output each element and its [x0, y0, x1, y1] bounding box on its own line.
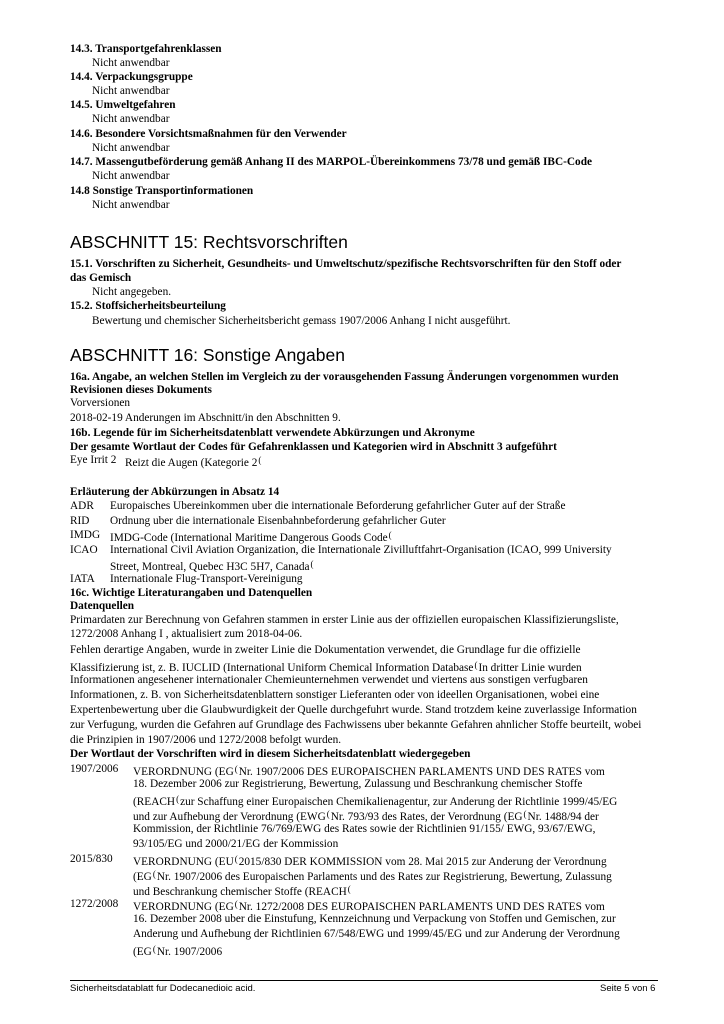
regulation-code: 1272/2008	[70, 898, 119, 910]
abbr-key: IATA	[70, 573, 95, 585]
heading-16b-codes: Der gesamte Wortlaut der Codes für Gefahrenklassen und Kategorien wird in Abschnitt 3 aufgeführt	[70, 441, 557, 453]
paragraph-line: Informationen angesehener internationaler Chemieunternehmen verwendet und viertens aus sonstigen verfugbaren	[70, 674, 588, 686]
value-15-1: Nicht angegeben.	[92, 286, 172, 298]
heading-14-3: 14.3. Transportgefahrenklassen	[70, 43, 222, 55]
regulation-text: 93/105/EG und 2000/21/EG der Kommission	[133, 838, 339, 850]
value-14-5: Nicht anwendbar	[92, 113, 170, 125]
heading-14-5: 14.5. Umweltgefahren	[70, 99, 176, 111]
heading-16a: 16a. Angabe, an welchen Stellen im Vergleich zu der vorausgehenden Fassung Änderungen vorgenommen wurden	[70, 371, 619, 383]
text-revision-entry: 2018-02-19 Anderungen im Abschnitt/in den Abschnitten 9.	[70, 412, 341, 424]
heading-16a-revisions: Revisionen dieses Dokuments	[70, 384, 212, 396]
paragraph-line: Primardaten zur Berechnung von Gefahren stammen in erster Linie aus der offiziellen europaischen Klassifizierungsliste,	[70, 614, 619, 626]
heading-16c: 16c. Wichtige Literaturangaben und Datenquellen	[70, 587, 313, 599]
value-14-3: Nicht anwendbar	[92, 57, 170, 69]
heading-14-7: 14.7. Massengutbeförderung gemäß Anhang II des MARPOL-Übereinkommens 73/78 und gemäß IBC-Code	[70, 156, 592, 168]
regulation-text: (EG(Nr. 1907/2006	[133, 944, 223, 958]
regulation-text: (EG(Nr. 1907/2006 des Europaischen Parlaments und des Rates zur Registrierung, Bewertung, Zulassung	[133, 869, 612, 883]
heading-16b: 16b. Legende für im Sicherheitsdatenblatt verwendete Abkürzungen und Akronyme	[70, 427, 475, 439]
heading-15-1: 15.1. Vorschriften zu Sicherheit, Gesundheits- und Umweltschutz/spezifische Rechtsvorschriften für den Stoff oder	[70, 258, 622, 270]
paragraph-line: die Prinzipien in 1907/2006 und 1272/2008 befolgt wurden.	[70, 734, 342, 746]
heading-14-4: 14.4. Verpackungsgruppe	[70, 71, 193, 83]
abbr-value-cont: Street, Montreal, Quebec H3C 5H7, Canada(	[110, 559, 314, 573]
footer-document-title: Sicherheitsdatablatt fur Dodecanedioic acid.	[70, 983, 256, 994]
abbr-key: RID	[70, 515, 90, 527]
value-14-7: Nicht anwendbar	[92, 170, 170, 182]
regulation-code: 2015/830	[70, 853, 113, 865]
paragraph-line: zur Verfugung, wurden die Gefahren auf Grundlage des Fachwissens uber bekannte Gefahren ahnlicher Stoffe beurteilt, wobei	[70, 719, 642, 731]
heading-regulations: Der Wortlaut der Vorschriften wird in diesem Sicherheitsdatenblatt wiedergegeben	[70, 748, 471, 760]
heading-14-6: 14.6. Besondere Vorsichtsmaßnahmen für den Verwender	[70, 128, 347, 140]
value-15-2: Bewertung und chemischer Sicherheitsbericht gemass 1907/2006 Anhang I nicht ausgeführt.	[92, 315, 511, 327]
abbr-key: IMDG	[70, 529, 101, 541]
paragraph-line: Informationen, z. B. von Sicherheitsdatenblattern sonstiger Lieferanten oder von ideellen Organisationen, wobei eine	[70, 689, 600, 701]
heading-15-1-cont: das Gemisch	[70, 272, 132, 284]
regulation-text: und Beschrankung chemischer Stoffe (REACH(	[133, 884, 351, 898]
paragraph-line: Fehlen derartige Angaben, wurde in zweiter Linie die Dokumentation verwendet, die Grundlage fur die offizielle	[70, 644, 581, 656]
footer-divider	[70, 980, 658, 981]
abbr-key: ADR	[70, 500, 94, 512]
hazard-text: Reizt die Augen (Kategorie 2(	[125, 455, 262, 469]
regulation-text: 18. Dezember 2006 zur Registrierung, Bewertung, Zulassung und Beschrankung chemischer Stoffe	[133, 778, 583, 790]
regulation-text: und zur Aufhebung der Verordnung (EWG(Nr. 793/93 des Rates, der Verordnung (EG(Nr. 1488/94 der	[133, 809, 599, 823]
section-15-title: ABSCHNITT 15: Rechtsvorschriften	[70, 232, 348, 252]
value-14-4: Nicht anwendbar	[92, 85, 170, 97]
regulation-text: VERORDNUNG (EG(Nr. 1907/2006 DES EUROPAISCHEN PARLAMENTS UND DES RATES vom	[133, 764, 605, 778]
regulation-text: 16. Dezember 2008 uber die Einstufung, Kennzeichnung und Verpackung von Stoffen und Gemischen, zur	[133, 913, 616, 925]
regulation-text: VERORDNUNG (EU(2015/830 DER KOMMISSION vom 28. Mai 2015 zur Anderung der Verordnung	[133, 854, 607, 868]
paragraph-line: 1272/2008 Anhang I , aktualisiert zum 2018-04-06.	[70, 628, 303, 640]
paragraph-line: Expertenbewertung uber die Glaubwurdigkeit der Quelle durchgefuhrt wurde. Stand trotzdem keine zuverlassige Information	[70, 704, 637, 716]
hazard-code: Eye Irrit 2	[70, 454, 117, 466]
heading-14-8: 14.8 Sonstige Transportinformationen	[70, 185, 254, 197]
value-14-6: Nicht anwendbar	[92, 142, 170, 154]
text-vorversionen: Vorversionen	[70, 397, 131, 409]
abbr-value: International Civil Aviation Organization, die Internationale Zivilluftfahrt-Organisation (ICAO, 999 University	[110, 544, 612, 556]
regulation-code: 1907/2006	[70, 763, 119, 775]
heading-abbreviations: Erläuterung der Abkürzungen in Absatz 14	[70, 486, 280, 498]
abbr-value: Ordnung uber die internationale Eisenbahnbeforderung gefahrlicher Guter	[110, 515, 446, 527]
section-16-title: ABSCHNITT 16: Sonstige Angaben	[70, 345, 345, 365]
paragraph-line: Klassifizierung ist, z. B. IUCLID (International Uniform Chemical Information Database(In dritter Linie wurden	[70, 660, 582, 674]
footer-page-number: Seite 5 von 6	[600, 983, 656, 994]
abbr-value: Europaisches Ubereinkommen uber die internationale Beforderung gefahrlicher Guter auf der Straße	[110, 500, 566, 512]
regulation-text: Kommission, der Richtlinie 76/769/EWG des Rates sowie der Richtlinien 91/155/ EWG, 93/67/EWG,	[133, 823, 596, 835]
abbr-value: Internationale Flug-Transport-Vereinigung	[110, 573, 303, 585]
regulation-text: VERORDNUNG (EG(Nr. 1272/2008 DES EUROPAISCHEN PARLAMENTS UND DES RATES vom	[133, 899, 605, 913]
abbr-key: ICAO	[70, 544, 98, 556]
heading-15-2: 15.2. Stoffsicherheitsbeurteilung	[70, 300, 226, 312]
heading-datenquellen: Datenquellen	[70, 600, 135, 612]
value-14-8: Nicht anwendbar	[92, 199, 170, 211]
regulation-text: Anderung und Aufhebung der Richtlinien 67/548/EWG und 1999/45/EG und zur Anderung der Verordnung	[133, 928, 620, 940]
abbr-value: IMDG-Code (International Maritime Dangerous Goods Code(	[110, 530, 392, 544]
regulation-text: (REACH(zur Schaffung einer Europaischen Chemikalienagentur, zur Anderung der Richtlinie 1999/45/EG	[133, 794, 618, 808]
